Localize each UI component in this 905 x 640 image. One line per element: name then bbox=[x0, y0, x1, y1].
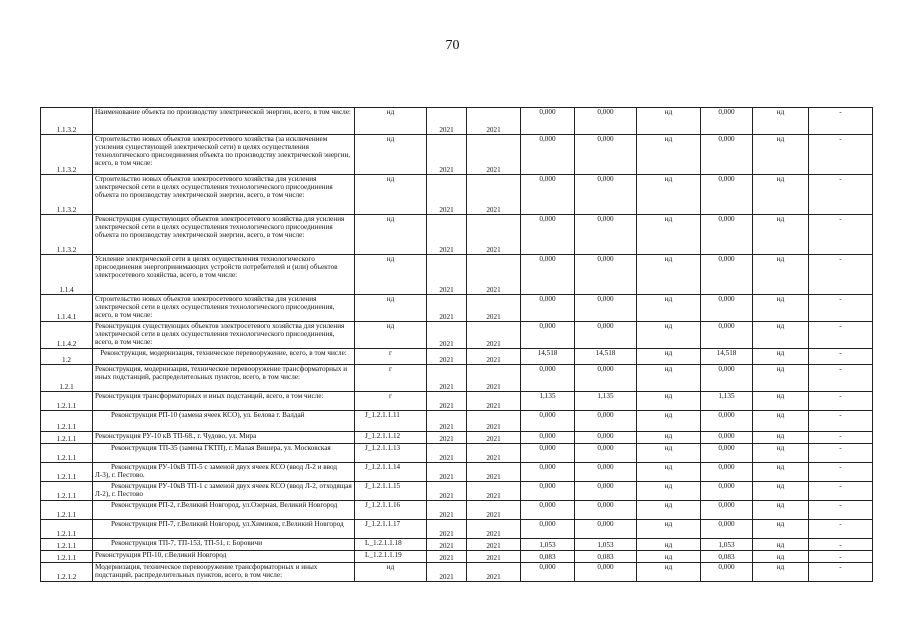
row-year-end: 2021 bbox=[467, 539, 521, 551]
row-value-4: 0,000 bbox=[701, 432, 753, 444]
row-identifier: J_1.2.1.1.15 bbox=[355, 482, 427, 501]
row-value-3: нд bbox=[637, 482, 701, 501]
row-value-1: 0,000 bbox=[521, 463, 575, 482]
row-value-2: 1,053 bbox=[575, 539, 637, 551]
row-value-6: - bbox=[809, 365, 873, 392]
row-value-5: нд bbox=[753, 215, 809, 255]
row-value-6: - bbox=[809, 501, 873, 520]
row-identifier: нд bbox=[355, 322, 427, 349]
row-code: 1.2.1.1 bbox=[41, 551, 93, 563]
row-value-3: нд bbox=[637, 444, 701, 463]
row-value-3: нд bbox=[637, 501, 701, 520]
row-value-3: нд bbox=[637, 432, 701, 444]
row-value-3: нд bbox=[637, 463, 701, 482]
row-value-5: нд bbox=[753, 322, 809, 349]
row-value-5: нд bbox=[753, 444, 809, 463]
row-identifier: нд bbox=[355, 215, 427, 255]
table-row bbox=[41, 501, 873, 520]
table-row bbox=[41, 482, 873, 501]
row-year-start: 2021 bbox=[427, 444, 467, 463]
row-value-1: 0,000 bbox=[521, 135, 575, 175]
row-name: Реконструкция РП-10 (замена ячеек КСО), ул. Белова г. Валдай bbox=[93, 411, 355, 432]
row-value-5: нд bbox=[753, 501, 809, 520]
row-value-4: 0,000 bbox=[701, 365, 753, 392]
row-value-5: нд bbox=[753, 411, 809, 432]
row-value-5: нд bbox=[753, 108, 809, 135]
row-value-4: 0,000 bbox=[701, 520, 753, 539]
row-code: 1.2.1.1 bbox=[41, 411, 93, 432]
row-year-start: 2021 bbox=[427, 215, 467, 255]
row-name: Строительство новых объектов электросетевого хозяйства (за исключением усиления существующей электрической сети) в целях осуществления технологического присоединения объекта по производству электрической энергии, всего, в том числе: bbox=[93, 135, 355, 175]
table-row bbox=[41, 444, 873, 463]
table-body bbox=[41, 108, 873, 582]
row-identifier: L_1.2.1.1.19 bbox=[355, 551, 427, 563]
row-value-3: нд bbox=[637, 411, 701, 432]
row-year-end: 2021 bbox=[467, 444, 521, 463]
row-value-6: - bbox=[809, 482, 873, 501]
row-value-6: - bbox=[809, 563, 873, 582]
row-value-3: нд bbox=[637, 520, 701, 539]
row-value-1: 0,000 bbox=[521, 501, 575, 520]
row-value-5: нд bbox=[753, 482, 809, 501]
row-code: 1.2.1.1 bbox=[41, 444, 93, 463]
table-row bbox=[41, 135, 873, 175]
row-value-5: нд bbox=[753, 432, 809, 444]
row-value-1: 0,000 bbox=[521, 108, 575, 135]
row-value-4: 0,000 bbox=[701, 108, 753, 135]
row-value-1: 0,000 bbox=[521, 411, 575, 432]
row-name: Строительство новых объектов электросетевого хозяйства для усиления электрической сети в целях осуществления технологического присоединения объекта по производству электрической энергии, всего, в том числе: bbox=[93, 175, 355, 215]
row-value-6: - bbox=[809, 322, 873, 349]
row-value-6: - bbox=[809, 411, 873, 432]
row-value-2: 0,083 bbox=[575, 551, 637, 563]
row-value-4: 0,000 bbox=[701, 444, 753, 463]
row-code: 1.1.3.2 bbox=[41, 215, 93, 255]
row-name: Реконструкция существующих объектов электросетевого хозяйства для усиления электрической сети в целях осуществления технологического присоединения, всего, в том числе: bbox=[93, 322, 355, 349]
row-name: Реконструкция РП-7, г.Великий Новгород, ул.Химиков, г.Великий Новгород bbox=[93, 520, 355, 539]
row-name: Усиление электрической сети в целях осуществления технологического присоединения энергопринимающих устройств потребителей и (или) объектов электросетевого хозяйства, всего, в том числе: bbox=[93, 255, 355, 295]
row-value-2: 0,000 bbox=[575, 482, 637, 501]
row-identifier: г bbox=[355, 392, 427, 411]
row-value-6: - bbox=[809, 432, 873, 444]
row-name: Наименование объекта по производству электрической энергии, всего, в том числе: bbox=[93, 108, 355, 135]
table-row bbox=[41, 322, 873, 349]
row-value-6: - bbox=[809, 295, 873, 322]
row-value-2: 0,000 bbox=[575, 322, 637, 349]
row-value-5: нд bbox=[753, 392, 809, 411]
row-identifier: г bbox=[355, 349, 427, 365]
table-row bbox=[41, 365, 873, 392]
row-value-3: нд bbox=[637, 349, 701, 365]
row-code: 1.2.1.1 bbox=[41, 463, 93, 482]
row-value-6: - bbox=[809, 463, 873, 482]
row-value-2: 0,000 bbox=[575, 295, 637, 322]
row-value-4: 0,000 bbox=[701, 295, 753, 322]
row-value-4: 0,000 bbox=[701, 501, 753, 520]
row-value-1: 0,000 bbox=[521, 482, 575, 501]
row-value-5: нд bbox=[753, 175, 809, 215]
row-value-3: нд bbox=[637, 563, 701, 582]
row-identifier: J_1.2.1.1.14 bbox=[355, 463, 427, 482]
row-value-5: нд bbox=[753, 365, 809, 392]
row-value-2: 0,000 bbox=[575, 432, 637, 444]
row-name: Реконструкция РП-2, г.Великий Новгород, ул.Озерная, Великий Новгород bbox=[93, 501, 355, 520]
row-year-end: 2021 bbox=[467, 563, 521, 582]
row-name: Модернизация, техническое перевооружение трансформаторных и иных подстанций, распределительных пунктов, всего, в том числе: bbox=[93, 563, 355, 582]
row-year-start: 2021 bbox=[427, 520, 467, 539]
row-value-6: - bbox=[809, 215, 873, 255]
table-row bbox=[41, 392, 873, 411]
row-year-end: 2021 bbox=[467, 520, 521, 539]
row-value-2: 0,000 bbox=[575, 175, 637, 215]
row-code: 1.2.1.1 bbox=[41, 482, 93, 501]
row-code: 1.1.3.2 bbox=[41, 135, 93, 175]
row-year-end: 2021 bbox=[467, 108, 521, 135]
row-value-6: - bbox=[809, 551, 873, 563]
row-value-1: 1,135 bbox=[521, 392, 575, 411]
row-value-2: 0,000 bbox=[575, 520, 637, 539]
row-code: 1.2.1.1 bbox=[41, 432, 93, 444]
row-identifier: нд bbox=[355, 255, 427, 295]
row-year-end: 2021 bbox=[467, 295, 521, 322]
row-value-2: 0,000 bbox=[575, 563, 637, 582]
row-year-start: 2021 bbox=[427, 175, 467, 215]
row-value-3: нд bbox=[637, 295, 701, 322]
row-value-2: 0,000 bbox=[575, 255, 637, 295]
row-identifier: J_1.2.1.1.13 bbox=[355, 444, 427, 463]
row-code: 1.1.3.2 bbox=[41, 108, 93, 135]
row-value-4: 14,518 bbox=[701, 349, 753, 365]
row-identifier: J_1.2.1.1.16 bbox=[355, 501, 427, 520]
table-row bbox=[41, 255, 873, 295]
row-value-3: нд bbox=[637, 255, 701, 295]
row-value-6: - bbox=[809, 539, 873, 551]
row-code: 1.1.4.2 bbox=[41, 322, 93, 349]
row-value-1: 0,000 bbox=[521, 215, 575, 255]
table-row bbox=[41, 539, 873, 551]
row-value-2: 0,000 bbox=[575, 463, 637, 482]
row-name: Реконструкция РУ-10 кВ ТП-68., г. Чудово, ул. Мира bbox=[93, 432, 355, 444]
row-value-5: нд bbox=[753, 520, 809, 539]
row-value-5: нд bbox=[753, 551, 809, 563]
table-row bbox=[41, 551, 873, 563]
row-identifier: J_1.2.1.1.11 bbox=[355, 411, 427, 432]
row-year-start: 2021 bbox=[427, 539, 467, 551]
row-value-4: 0,000 bbox=[701, 563, 753, 582]
row-year-start: 2021 bbox=[427, 295, 467, 322]
row-value-1: 0,000 bbox=[521, 444, 575, 463]
row-value-3: нд bbox=[637, 392, 701, 411]
row-value-1: 14,518 bbox=[521, 349, 575, 365]
row-value-1: 1,053 bbox=[521, 539, 575, 551]
row-value-2: 14,518 bbox=[575, 349, 637, 365]
row-value-4: 0,000 bbox=[701, 322, 753, 349]
row-value-3: нд bbox=[637, 215, 701, 255]
row-name: Реконструкция, модернизация, техническое перевооружение трансформаторных и иных подстанций, распределительных пунктов, всего, в том числе: bbox=[93, 365, 355, 392]
row-name: Реконструкция ТП-7, ТП-153, ТП-51, г. Боровичи bbox=[93, 539, 355, 551]
row-code: 1.2.1.1 bbox=[41, 539, 93, 551]
row-value-4: 0,000 bbox=[701, 215, 753, 255]
row-year-start: 2021 bbox=[427, 255, 467, 295]
row-value-3: нд bbox=[637, 175, 701, 215]
row-value-2: 0,000 bbox=[575, 444, 637, 463]
row-value-1: 0,000 bbox=[521, 322, 575, 349]
table-row bbox=[41, 295, 873, 322]
row-year-end: 2021 bbox=[467, 255, 521, 295]
row-value-2: 1,135 bbox=[575, 392, 637, 411]
row-identifier: нд bbox=[355, 295, 427, 322]
row-year-start: 2021 bbox=[427, 411, 467, 432]
row-value-6: - bbox=[809, 175, 873, 215]
row-value-1: 0,000 bbox=[521, 295, 575, 322]
row-year-end: 2021 bbox=[467, 365, 521, 392]
row-value-1: 0,000 bbox=[521, 563, 575, 582]
row-value-4: 0,000 bbox=[701, 411, 753, 432]
row-value-5: нд bbox=[753, 349, 809, 365]
row-value-5: нд bbox=[753, 135, 809, 175]
row-year-start: 2021 bbox=[427, 563, 467, 582]
row-value-1: 0,000 bbox=[521, 365, 575, 392]
row-identifier: нд bbox=[355, 563, 427, 582]
row-value-6: - bbox=[809, 392, 873, 411]
table-row bbox=[41, 563, 873, 582]
row-value-3: нд bbox=[637, 539, 701, 551]
row-identifier: L_1.2.1.1.18 bbox=[355, 539, 427, 551]
row-value-2: 0,000 bbox=[575, 411, 637, 432]
table-row bbox=[41, 349, 873, 365]
row-value-4: 0,000 bbox=[701, 175, 753, 215]
table-row bbox=[41, 463, 873, 482]
row-code: 1.2.1.2 bbox=[41, 563, 93, 582]
row-value-4: 0,000 bbox=[701, 135, 753, 175]
row-value-4: 0,083 bbox=[701, 551, 753, 563]
row-name: Реконструкция РУ-10кВ ТП-5 с заменой двух ячеек КСО (ввод Л-2 и ввод Л-3), г. Пестово. bbox=[93, 463, 355, 482]
row-value-1: 0,000 bbox=[521, 432, 575, 444]
row-year-start: 2021 bbox=[427, 392, 467, 411]
row-value-3: нд bbox=[637, 365, 701, 392]
row-year-start: 2021 bbox=[427, 482, 467, 501]
row-value-3: нд bbox=[637, 135, 701, 175]
row-code: 1.2.1.1 bbox=[41, 520, 93, 539]
row-name: Реконструкция трансформаторных и иных подстанций, всего, в том числе: bbox=[93, 392, 355, 411]
row-value-5: нд bbox=[753, 539, 809, 551]
table-row bbox=[41, 175, 873, 215]
table-row bbox=[41, 432, 873, 444]
row-value-4: 0,000 bbox=[701, 255, 753, 295]
row-name: Реконструкция ТП-35 (замена ГКТП), г. Малая Вишера, ул. Московская bbox=[93, 444, 355, 463]
row-value-2: 0,000 bbox=[575, 215, 637, 255]
row-year-start: 2021 bbox=[427, 349, 467, 365]
row-identifier: нд bbox=[355, 175, 427, 215]
row-value-2: 0,000 bbox=[575, 135, 637, 175]
table-row bbox=[41, 411, 873, 432]
row-year-start: 2021 bbox=[427, 365, 467, 392]
investment-program-table bbox=[40, 107, 873, 582]
row-value-1: 0,000 bbox=[521, 175, 575, 215]
row-year-end: 2021 bbox=[467, 501, 521, 520]
page-number: 70 bbox=[445, 38, 460, 53]
row-year-start: 2021 bbox=[427, 463, 467, 482]
row-year-end: 2021 bbox=[467, 135, 521, 175]
row-year-end: 2021 bbox=[467, 411, 521, 432]
row-code: 1.1.3.2 bbox=[41, 175, 93, 215]
table-row bbox=[41, 520, 873, 539]
row-identifier: J_1.2.1.1.12 bbox=[355, 432, 427, 444]
row-value-5: нд bbox=[753, 563, 809, 582]
row-code: 1.2 bbox=[41, 349, 93, 365]
row-value-6: - bbox=[809, 444, 873, 463]
row-year-end: 2021 bbox=[467, 432, 521, 444]
row-value-2: 0,000 bbox=[575, 108, 637, 135]
row-year-end: 2021 bbox=[467, 482, 521, 501]
row-year-end: 2021 bbox=[467, 322, 521, 349]
row-value-6: - bbox=[809, 108, 873, 135]
row-code: 1.1.4 bbox=[41, 255, 93, 295]
row-value-1: 0,000 bbox=[521, 520, 575, 539]
row-value-3: нд bbox=[637, 551, 701, 563]
row-year-start: 2021 bbox=[427, 432, 467, 444]
row-year-start: 2021 bbox=[427, 551, 467, 563]
row-value-6: - bbox=[809, 349, 873, 365]
row-value-4: 0,000 bbox=[701, 463, 753, 482]
row-value-6: - bbox=[809, 255, 873, 295]
row-identifier: г bbox=[355, 365, 427, 392]
row-year-end: 2021 bbox=[467, 175, 521, 215]
row-name: Строительство новых объектов электросетевого хозяйства для усиления электрической сети в целях осуществления технологического присоединения, всего, в том числе: bbox=[93, 295, 355, 322]
row-code: 1.2.1.1 bbox=[41, 501, 93, 520]
row-name: Реконструкция РУ-10кВ ТП-1 с заменой двух ячеек КСО (ввод Л-2, отходящая Л-2), г. Пестово bbox=[93, 482, 355, 501]
row-value-3: нд bbox=[637, 108, 701, 135]
row-code: 1.2.1 bbox=[41, 365, 93, 392]
row-value-2: 0,000 bbox=[575, 501, 637, 520]
row-value-1: 0,000 bbox=[521, 255, 575, 295]
row-year-end: 2021 bbox=[467, 551, 521, 563]
row-year-end: 2021 bbox=[467, 349, 521, 365]
row-name: Реконструкция РП-10, г.Великий Новгород bbox=[93, 551, 355, 563]
row-identifier: нд bbox=[355, 135, 427, 175]
row-value-5: нд bbox=[753, 295, 809, 322]
row-year-start: 2021 bbox=[427, 135, 467, 175]
row-value-2: 0,000 bbox=[575, 365, 637, 392]
table-row bbox=[41, 215, 873, 255]
row-year-end: 2021 bbox=[467, 215, 521, 255]
row-year-start: 2021 bbox=[427, 322, 467, 349]
row-name: Реконструкция существующих объектов электросетевого хозяйства для усиления электрической сети в целях осуществления технологического присоединения объекта по производству электрической энергии, всего, в том числе: bbox=[93, 215, 355, 255]
row-code: 1.2.1.1 bbox=[41, 392, 93, 411]
row-identifier: J_1.2.1.1.17 bbox=[355, 520, 427, 539]
row-value-4: 1,053 bbox=[701, 539, 753, 551]
row-value-3: нд bbox=[637, 322, 701, 349]
row-value-5: нд bbox=[753, 255, 809, 295]
row-year-start: 2021 bbox=[427, 501, 467, 520]
row-name: Реконструкция, модернизация, техническое перевооружение, всего, в том числе: bbox=[93, 349, 355, 365]
row-value-1: 0,083 bbox=[521, 551, 575, 563]
row-value-6: - bbox=[809, 135, 873, 175]
row-value-4: 0,000 bbox=[701, 482, 753, 501]
row-value-6: - bbox=[809, 520, 873, 539]
row-code: 1.1.4.1 bbox=[41, 295, 93, 322]
row-year-start: 2021 bbox=[427, 108, 467, 135]
row-value-5: нд bbox=[753, 463, 809, 482]
row-year-end: 2021 bbox=[467, 392, 521, 411]
row-identifier: нд bbox=[355, 108, 427, 135]
row-year-end: 2021 bbox=[467, 463, 521, 482]
table-row bbox=[41, 108, 873, 135]
row-value-4: 1,135 bbox=[701, 392, 753, 411]
